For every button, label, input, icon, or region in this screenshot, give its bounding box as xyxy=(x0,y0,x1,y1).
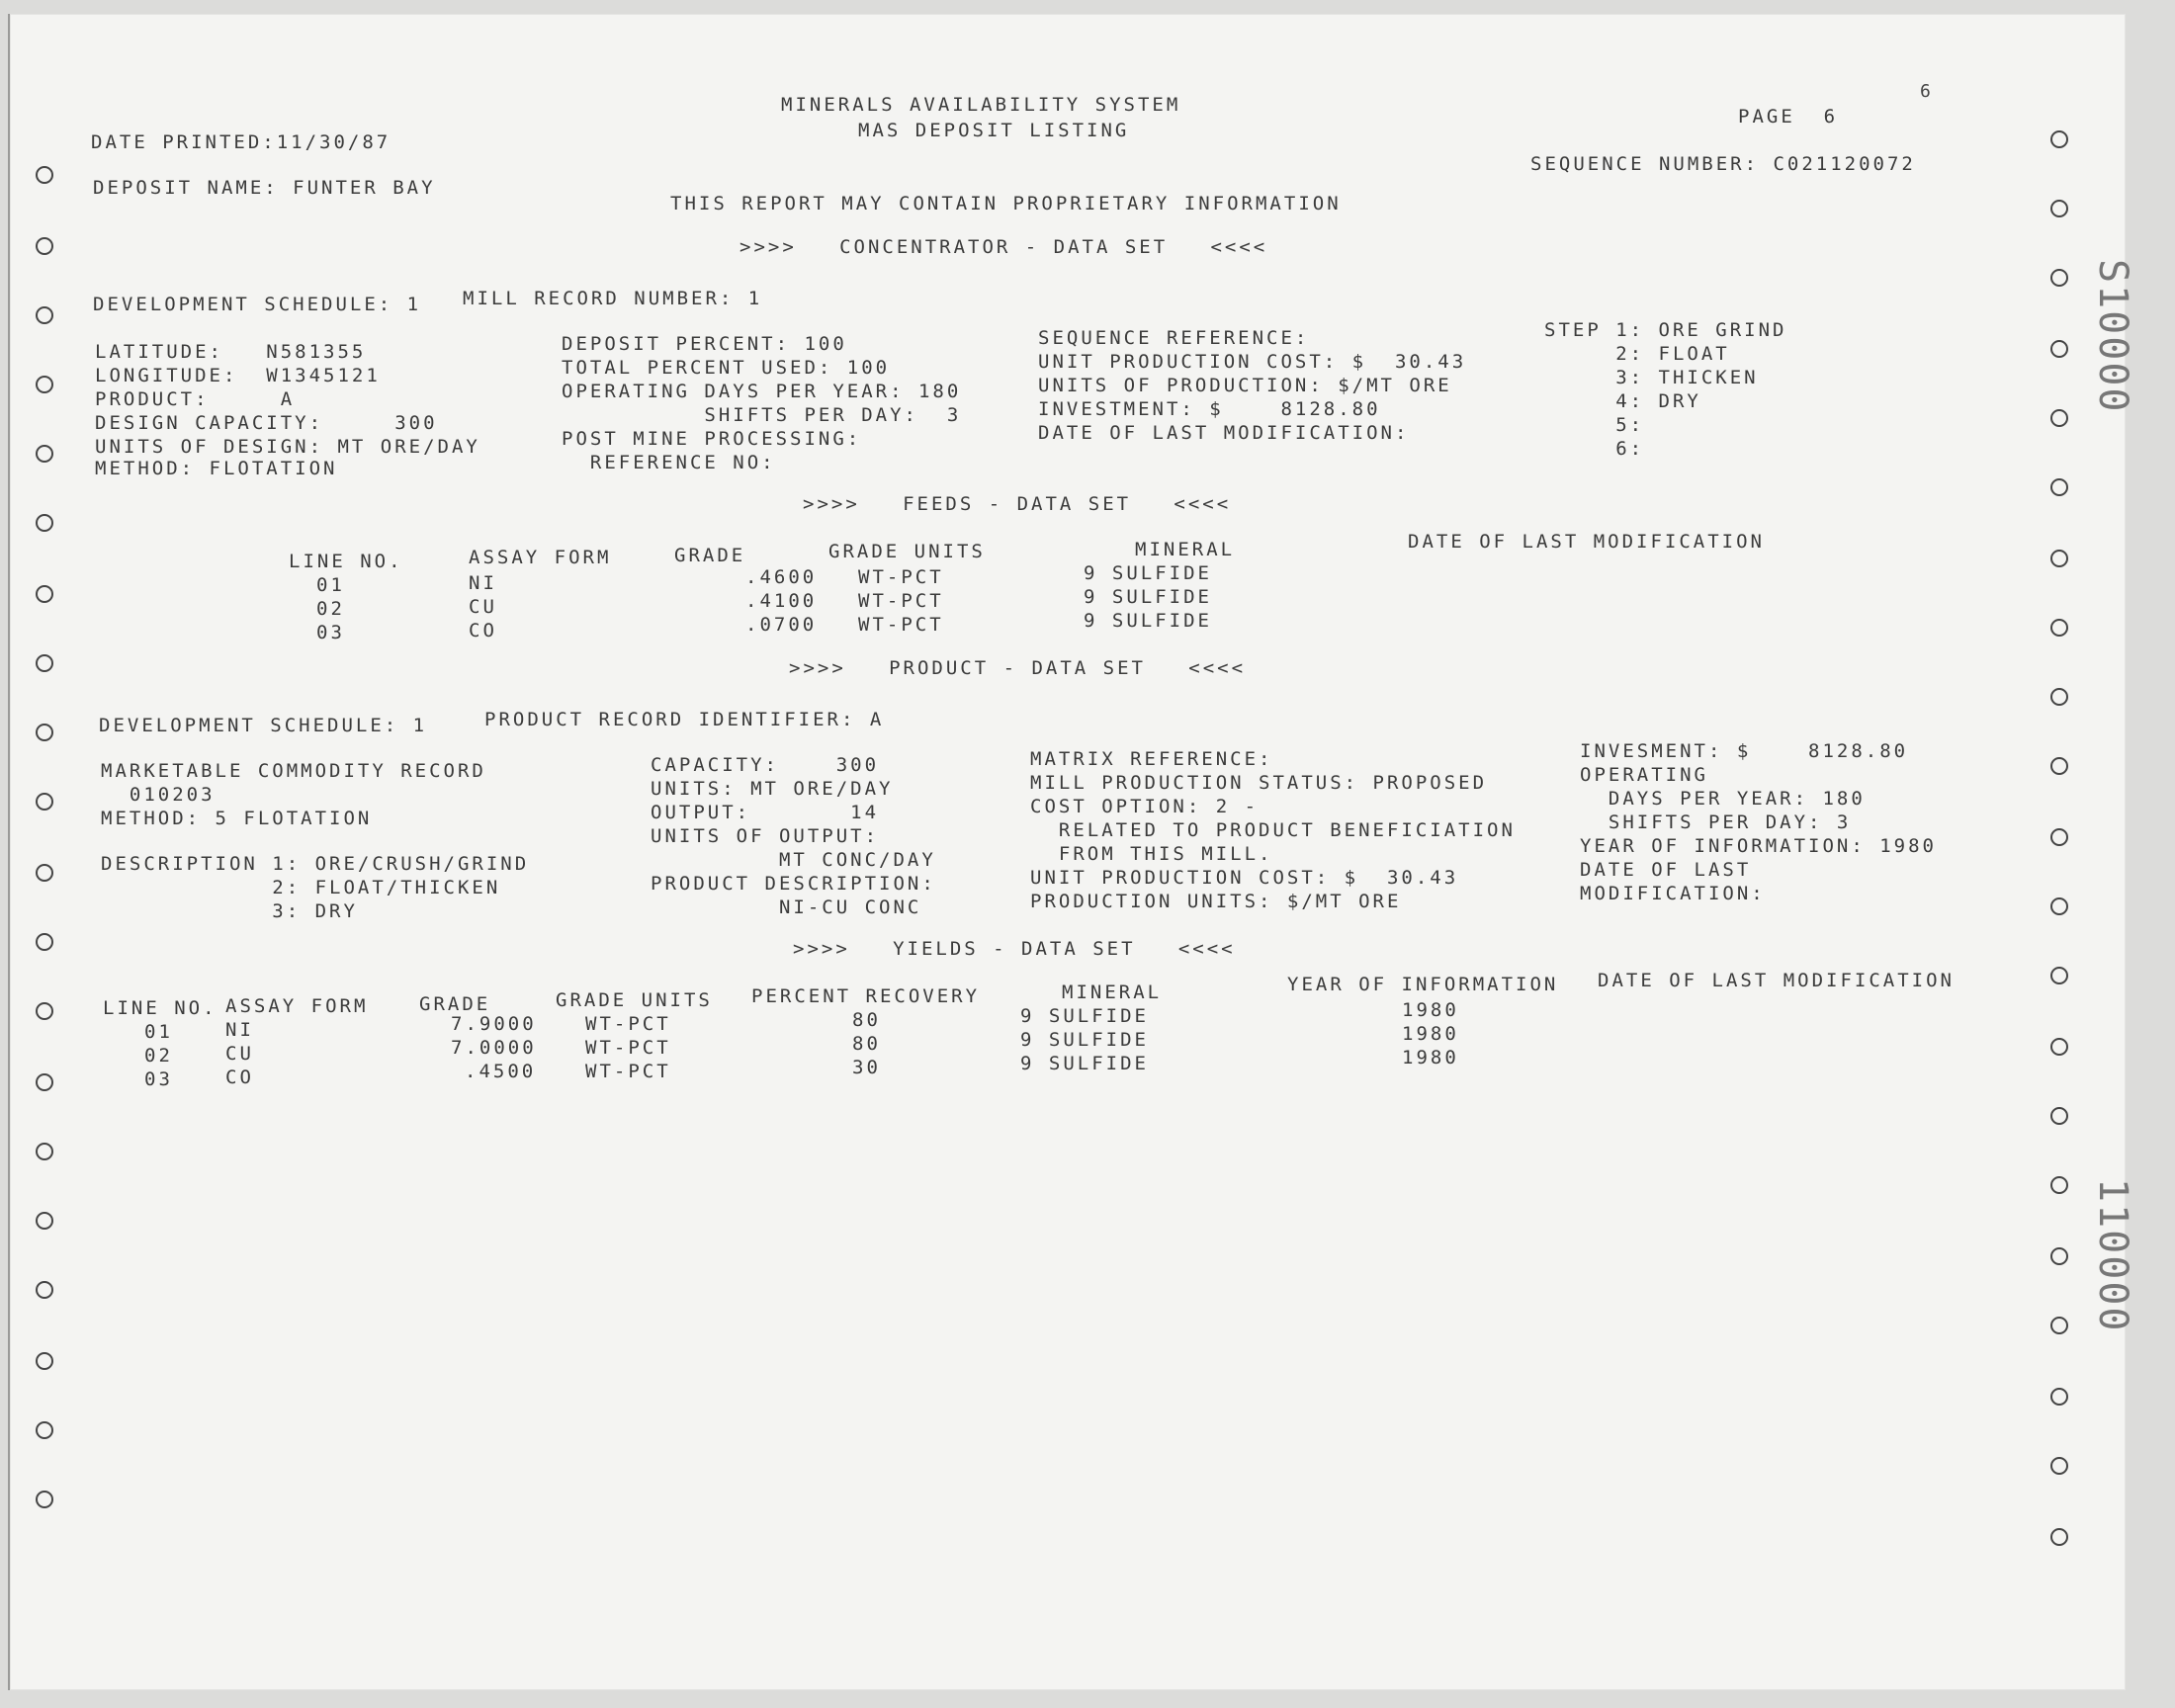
feed-hole xyxy=(36,514,53,532)
step-1: STEP 1: ORE GRIND xyxy=(1544,319,1787,341)
feed-hole xyxy=(2050,1388,2068,1406)
product-record-identifier: PRODUCT RECORD IDENTIFIER: A xyxy=(484,709,885,730)
step-4: 4: DRY xyxy=(1544,390,1701,412)
side-stamp-bottom: 110000 xyxy=(2090,1178,2135,1333)
reference-no: REFERENCE NO: xyxy=(562,452,776,473)
feeds-row-line: 01 xyxy=(316,574,345,596)
step-2: 2: FLOAT xyxy=(1544,343,1730,365)
yields-row-year: 1980 xyxy=(1402,1023,1459,1045)
feed-hole xyxy=(36,793,53,811)
yields-row-assay: CO xyxy=(225,1067,254,1088)
unit-production-cost: UNIT PRODUCTION COST: $ 30.43 xyxy=(1038,351,1467,373)
feed-hole xyxy=(2050,409,2068,427)
matrix-reference: MATRIX REFERENCE: xyxy=(1030,748,1273,770)
product-days-per-year: DAYS PER YEAR: 180 xyxy=(1580,788,1866,810)
units-of-output-value: MT CONC/DAY xyxy=(651,849,936,871)
product-output: OUTPUT: 14 xyxy=(651,802,880,823)
yields-row-units: WT-PCT xyxy=(585,1037,671,1059)
feeds-row-grade: .0700 xyxy=(745,614,818,636)
concentrator-dev-schedule: DEVELOPMENT SCHEDULE: 1 xyxy=(93,294,422,315)
cost-option-detail-1: RELATED TO PRODUCT BENEFICIATION xyxy=(1030,819,1516,841)
feed-hole xyxy=(2050,478,2068,496)
yields-col-grade: GRADE xyxy=(419,993,491,1015)
feed-hole xyxy=(36,166,53,184)
concentrator-heading: >>>> CONCENTRATOR - DATA SET <<<< xyxy=(740,236,1268,258)
feed-hole xyxy=(2050,1247,2068,1265)
step-6: 6: xyxy=(1544,438,1645,460)
units-of-production: UNITS OF PRODUCTION: $/MT ORE xyxy=(1038,375,1452,396)
feeds-heading: >>>> FEEDS - DATA SET <<<< xyxy=(803,493,1232,515)
longitude: LONGITUDE: W1345121 xyxy=(95,365,381,386)
yields-row-recovery: 80 xyxy=(852,1033,881,1055)
feed-hole xyxy=(2050,1176,2068,1194)
yields-row-line: 01 xyxy=(144,1021,173,1043)
product: PRODUCT: A xyxy=(95,388,296,410)
step-5: 5: xyxy=(1544,414,1645,436)
feeds-row-grade: .4100 xyxy=(745,590,818,612)
feed-hole xyxy=(2050,1528,2068,1546)
feed-hole xyxy=(2050,1317,2068,1334)
feed-hole xyxy=(2050,200,2068,217)
yields-row-units: WT-PCT xyxy=(585,1013,671,1035)
feed-hole xyxy=(36,724,53,741)
cost-option: COST OPTION: 2 - xyxy=(1030,796,1260,817)
sequence-reference: SEQUENCE REFERENCE: xyxy=(1038,327,1310,349)
description-2: 2: FLOAT/THICKEN xyxy=(101,877,501,898)
operating-label: OPERATING xyxy=(1580,764,1708,786)
yields-row-year: 1980 xyxy=(1402,999,1459,1021)
feeds-row-mineral: 9 SULFIDE xyxy=(1084,562,1212,584)
yields-col-mineral: MINERAL xyxy=(1062,982,1163,1003)
year-of-information: YEAR OF INFORMATION: 1980 xyxy=(1580,835,1937,857)
shifts-per-day: SHIFTS PER DAY: 3 xyxy=(562,404,962,426)
system-title: MINERALS AVAILABILITY SYSTEM xyxy=(781,94,1181,116)
feeds-col-grade: GRADE xyxy=(674,545,746,566)
feeds-row-units: WT-PCT xyxy=(858,614,944,636)
feed-hole xyxy=(2050,550,2068,567)
feed-hole xyxy=(2050,897,2068,915)
sequence-number: SEQUENCE NUMBER: C021120072 xyxy=(1530,153,1916,175)
yields-row-grade: 7.9000 xyxy=(451,1013,537,1035)
feed-hole xyxy=(36,1073,53,1091)
listing-title: MAS DEPOSIT LISTING xyxy=(858,120,1130,141)
post-mine-processing: POST MINE PROCESSING: xyxy=(562,428,862,450)
feeds-row-units: WT-PCT xyxy=(858,590,944,612)
description-1: DESCRIPTION 1: ORE/CRUSH/GRIND xyxy=(101,853,530,875)
side-stamp-top: S10000 xyxy=(2090,259,2135,414)
feed-hole xyxy=(36,1491,53,1508)
feeds-col-assay-form: ASSAY FORM xyxy=(469,547,612,568)
feeds-col-grade-units: GRADE UNITS xyxy=(828,541,986,562)
total-percent-used: TOTAL PERCENT USED: 100 xyxy=(562,357,891,379)
product-heading: >>>> PRODUCT - DATA SET <<<< xyxy=(789,657,1247,679)
product-shifts-per-day: SHIFTS PER DAY: 3 xyxy=(1580,811,1852,833)
marketable-commodity-record: MARKETABLE COMMODITY RECORD xyxy=(101,760,486,782)
yields-row-line: 03 xyxy=(144,1068,173,1090)
feed-hole xyxy=(36,1143,53,1160)
description-3: 3: DRY xyxy=(101,900,358,922)
product-description-value: NI-CU CONC xyxy=(651,897,922,918)
feed-hole xyxy=(36,1352,53,1370)
product-unit-production-cost: UNIT PRODUCTION COST: $ 30.43 xyxy=(1030,867,1459,889)
page-label: PAGE 6 xyxy=(1738,106,1839,128)
date-printed: DATE PRINTED:11/30/87 xyxy=(91,131,392,153)
method: METHOD: FLOTATION xyxy=(95,458,338,479)
yields-row-grade: 7.0000 xyxy=(451,1037,537,1059)
yields-row-grade: .4500 xyxy=(465,1061,537,1082)
yields-row-recovery: 30 xyxy=(852,1057,881,1078)
product-capacity: CAPACITY: 300 xyxy=(651,754,880,776)
feeds-row-mineral: 9 SULFIDE xyxy=(1084,586,1212,608)
feed-hole xyxy=(36,376,53,393)
feeds-row-assay: NI xyxy=(469,572,497,594)
proprietary-note: THIS REPORT MAY CONTAIN PROPRIETARY INFORMATION xyxy=(670,193,1342,214)
yields-row-mineral: 9 SULFIDE xyxy=(1020,1053,1149,1074)
feed-hole xyxy=(2050,1038,2068,1056)
feed-hole xyxy=(2050,757,2068,775)
feed-hole xyxy=(2050,340,2068,358)
mill-record-number: MILL RECORD NUMBER: 1 xyxy=(463,288,763,309)
feed-hole xyxy=(36,1212,53,1230)
modification-label: MODIFICATION: xyxy=(1580,883,1766,904)
yields-row-line: 02 xyxy=(144,1045,173,1067)
yields-col-assay-form: ASSAY FORM xyxy=(225,995,369,1017)
latitude: LATITUDE: N581355 xyxy=(95,341,367,363)
deposit-name: DEPOSIT NAME: FUNTER BAY xyxy=(93,177,436,199)
feed-hole xyxy=(2050,688,2068,706)
feed-hole xyxy=(36,864,53,882)
date-of-last-label: DATE OF LAST xyxy=(1580,859,1752,881)
product-dev-schedule: DEVELOPMENT SCHEDULE: 1 xyxy=(99,715,428,736)
yields-row-units: WT-PCT xyxy=(585,1061,671,1082)
page-corner-number: 6 xyxy=(1920,81,1931,102)
feed-hole xyxy=(2050,1457,2068,1475)
feed-hole xyxy=(2050,967,2068,984)
feed-hole xyxy=(36,585,53,603)
yields-col-recovery: PERCENT RECOVERY xyxy=(751,985,981,1007)
yields-col-line-no: LINE NO. xyxy=(103,997,218,1019)
product-description: PRODUCT DESCRIPTION: xyxy=(651,873,936,895)
feed-hole xyxy=(2050,828,2068,846)
yields-row-recovery: 80 xyxy=(852,1009,881,1031)
feed-hole xyxy=(36,1281,53,1299)
product-units: UNITS: MT ORE/DAY xyxy=(651,778,894,800)
feed-hole xyxy=(2050,269,2068,287)
production-units: PRODUCTION UNITS: $/MT ORE xyxy=(1030,891,1402,912)
yields-row-year: 1980 xyxy=(1402,1047,1459,1068)
yields-row-assay: CU xyxy=(225,1043,254,1065)
feed-hole xyxy=(2050,619,2068,637)
investment: INVESTMENT: $ 8128.80 xyxy=(1038,398,1381,420)
feed-hole xyxy=(36,1421,53,1439)
yields-row-mineral: 9 SULFIDE xyxy=(1020,1029,1149,1051)
feeds-row-units: WT-PCT xyxy=(858,566,944,588)
feed-hole xyxy=(36,654,53,672)
feed-hole xyxy=(36,306,53,324)
cost-option-detail-2: FROM THIS MILL. xyxy=(1030,843,1273,865)
feeds-row-line: 03 xyxy=(316,622,345,643)
feed-hole xyxy=(36,933,53,951)
deposit-percent: DEPOSIT PERCENT: 100 xyxy=(562,333,847,355)
mill-production-status: MILL PRODUCTION STATUS: PROPOSED xyxy=(1030,772,1488,794)
units-of-output: UNITS OF OUTPUT: xyxy=(651,825,880,847)
yields-col-grade-units: GRADE UNITS xyxy=(556,989,713,1011)
feeds-row-line: 02 xyxy=(316,598,345,620)
feeds-col-mineral: MINERAL xyxy=(1135,539,1236,560)
yields-row-mineral: 9 SULFIDE xyxy=(1020,1005,1149,1027)
operating-days: OPERATING DAYS PER YEAR: 180 xyxy=(562,381,962,402)
commodity-code: 010203 xyxy=(101,784,216,806)
yields-heading: >>>> YIELDS - DATA SET <<<< xyxy=(793,938,1236,960)
design-capacity: DESIGN CAPACITY: 300 xyxy=(95,412,438,434)
feed-hole xyxy=(36,1002,53,1020)
product-method: METHOD: 5 FLOTATION xyxy=(101,808,373,829)
feed-hole xyxy=(36,237,53,255)
feeds-col-date-mod: DATE OF LAST MODIFICATION xyxy=(1408,531,1765,553)
feeds-row-assay: CU xyxy=(469,596,497,618)
feed-hole xyxy=(2050,130,2068,148)
feeds-col-line-no: LINE NO. xyxy=(289,551,403,572)
feeds-row-assay: CO xyxy=(469,620,497,641)
feed-hole xyxy=(36,445,53,463)
yields-col-year: YEAR OF INFORMATION xyxy=(1287,974,1559,995)
yields-row-assay: NI xyxy=(225,1019,254,1041)
product-investment: INVESMENT: $ 8128.80 xyxy=(1580,740,1909,762)
units-of-design: UNITS OF DESIGN: MT ORE/DAY xyxy=(95,436,480,458)
feeds-row-mineral: 9 SULFIDE xyxy=(1084,610,1212,632)
step-3: 3: THICKEN xyxy=(1544,367,1759,388)
feeds-row-grade: .4600 xyxy=(745,566,818,588)
date-last-modification: DATE OF LAST MODIFICATION: xyxy=(1038,422,1410,444)
yields-col-date-mod: DATE OF LAST MODIFICATION xyxy=(1598,970,1955,991)
feed-hole xyxy=(2050,1107,2068,1125)
